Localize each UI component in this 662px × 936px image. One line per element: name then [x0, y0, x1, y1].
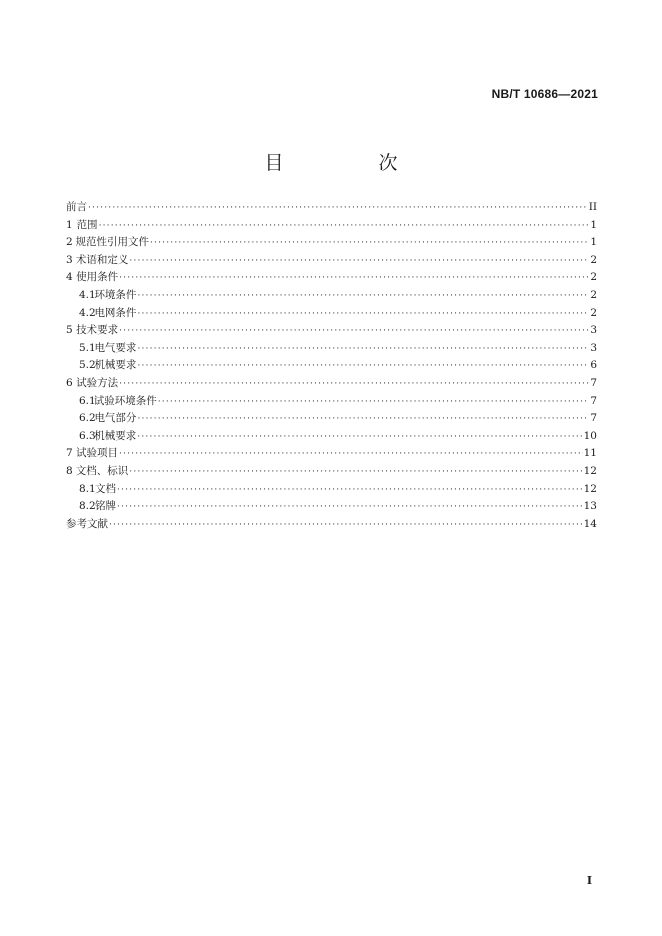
toc-entry-page: 7 — [590, 376, 597, 389]
toc-entry-page: 3 — [590, 324, 597, 337]
toc-leader-dots — [119, 446, 583, 464]
toc-entry-page: 6 — [590, 359, 597, 372]
toc-entry-page: 2 — [590, 306, 597, 319]
toc-title: 目 次 — [264, 152, 436, 174]
toc-entry-label: 电气部分 — [94, 412, 137, 425]
toc-entry-label: 试验环境条件 — [93, 394, 157, 407]
toc-entry-number: 1 — [66, 218, 73, 231]
toc-entry-label: 机械要求 — [94, 359, 137, 372]
toc-entry-page: 12 — [583, 464, 597, 477]
toc-leader-dots — [137, 429, 582, 447]
toc-entry-label: 规范性引用文件 — [75, 236, 149, 249]
toc-entry-number: 8.1 — [79, 482, 96, 495]
toc-entry-label: 文档、标识 — [75, 464, 129, 477]
toc-entry-number: 5.1 — [79, 341, 96, 354]
toc-entry-number: 4.2 — [79, 306, 96, 319]
toc-leader-dots — [117, 499, 583, 517]
toc-leader-dots — [119, 323, 588, 341]
toc-entry-label: 电网条件 — [94, 306, 137, 319]
toc-entry[interactable] — [66, 234, 597, 252]
toc-entry-page: 13 — [583, 500, 597, 513]
toc-entry[interactable] — [66, 375, 597, 393]
toc-leader-dots — [129, 464, 582, 482]
toc-entry-number: 6 — [66, 376, 73, 389]
page-number: I — [586, 874, 592, 887]
toc-subentry[interactable] — [66, 410, 597, 428]
toc-entry-label: 前言 — [66, 201, 87, 213]
toc-entry-label: 使用条件 — [76, 271, 119, 284]
toc-leader-dots — [129, 253, 588, 271]
toc-entry-page: 3 — [590, 341, 597, 354]
toc-subentry[interactable] — [66, 481, 597, 499]
toc-entry[interactable] — [66, 322, 597, 340]
toc-entry[interactable] — [66, 199, 597, 217]
toc-subentry[interactable] — [66, 357, 597, 375]
toc-entry-number: 8 — [66, 464, 73, 477]
table-of-contents — [66, 199, 597, 533]
toc-entry-number: 5 — [66, 324, 73, 337]
toc-leader-dots — [137, 288, 588, 306]
toc-entry-number: 6.2 — [79, 412, 96, 425]
toc-leader-dots — [150, 235, 588, 253]
toc-leader-dots — [137, 411, 588, 429]
toc-subentry[interactable] — [66, 340, 597, 358]
toc-entry-label: 技术要求 — [76, 324, 119, 337]
toc-entry[interactable] — [66, 252, 597, 270]
toc-entry[interactable] — [66, 516, 597, 534]
toc-entry-label: 试验项目 — [76, 447, 118, 460]
toc-entry-page: 7 — [590, 412, 597, 425]
toc-entry-page: 1 — [590, 236, 597, 249]
toc-entry-number: 5.2 — [79, 359, 96, 372]
toc-entry[interactable] — [66, 445, 597, 463]
toc-entry-page: 1 — [590, 218, 597, 231]
toc-subentry[interactable] — [66, 305, 597, 323]
toc-entry-number: 4 — [66, 271, 73, 284]
toc-leader-dots — [99, 218, 588, 236]
toc-subentry[interactable] — [66, 287, 597, 305]
toc-entry-label: 术语和定义 — [75, 253, 129, 266]
toc-entry-number: 6.1 — [79, 394, 96, 407]
toc-entry-number: 8.2 — [79, 500, 96, 513]
toc-entry-page: 11 — [583, 447, 597, 460]
toc-entry-label: 电气要求 — [94, 341, 137, 354]
toc-leader-dots — [158, 394, 588, 412]
toc-entry[interactable] — [66, 269, 597, 287]
toc-entry-label: 试验方法 — [76, 376, 119, 389]
toc-entry-page: 12 — [583, 482, 597, 495]
toc-entry-page: 14 — [583, 517, 597, 530]
toc-entry-page: 10 — [583, 429, 597, 442]
toc-leader-dots — [137, 358, 588, 376]
toc-entry-page: II — [588, 201, 597, 213]
toc-entry[interactable] — [66, 463, 597, 481]
toc-entry-number: 4.1 — [79, 288, 96, 301]
toc-entry-number: 6.3 — [79, 429, 96, 442]
toc-subentry[interactable] — [66, 393, 597, 411]
toc-entry-number: 7 — [66, 447, 73, 460]
toc-entry-number: 3 — [66, 253, 73, 266]
toc-leader-dots — [137, 306, 588, 324]
toc-entry-number: 2 — [66, 236, 73, 249]
toc-subentry[interactable] — [66, 498, 597, 516]
toc-entry-label: 范围 — [76, 218, 98, 231]
toc-leader-dots — [119, 376, 588, 394]
toc-leader-dots — [88, 200, 588, 218]
toc-leader-dots — [137, 341, 588, 359]
toc-leader-dots — [117, 482, 583, 500]
toc-entry-page: 2 — [590, 253, 597, 266]
toc-leader-dots — [119, 270, 588, 288]
toc-subentry[interactable] — [66, 428, 597, 446]
toc-entry[interactable] — [66, 217, 597, 235]
toc-entry-label: 铭牌 — [94, 500, 116, 513]
toc-entry-page: 7 — [590, 394, 597, 407]
toc-entry-page: 2 — [590, 271, 597, 284]
toc-leader-dots — [109, 517, 583, 535]
toc-entry-label: 机械要求 — [94, 429, 137, 442]
toc-entry-page: 2 — [590, 288, 597, 301]
toc-entry-label: 文档 — [94, 482, 116, 495]
toc-entry-label: 环境条件 — [94, 288, 137, 301]
toc-entry-label: 参考文献 — [66, 517, 108, 530]
document-code: NB/T 10686—2021 — [491, 87, 598, 101]
